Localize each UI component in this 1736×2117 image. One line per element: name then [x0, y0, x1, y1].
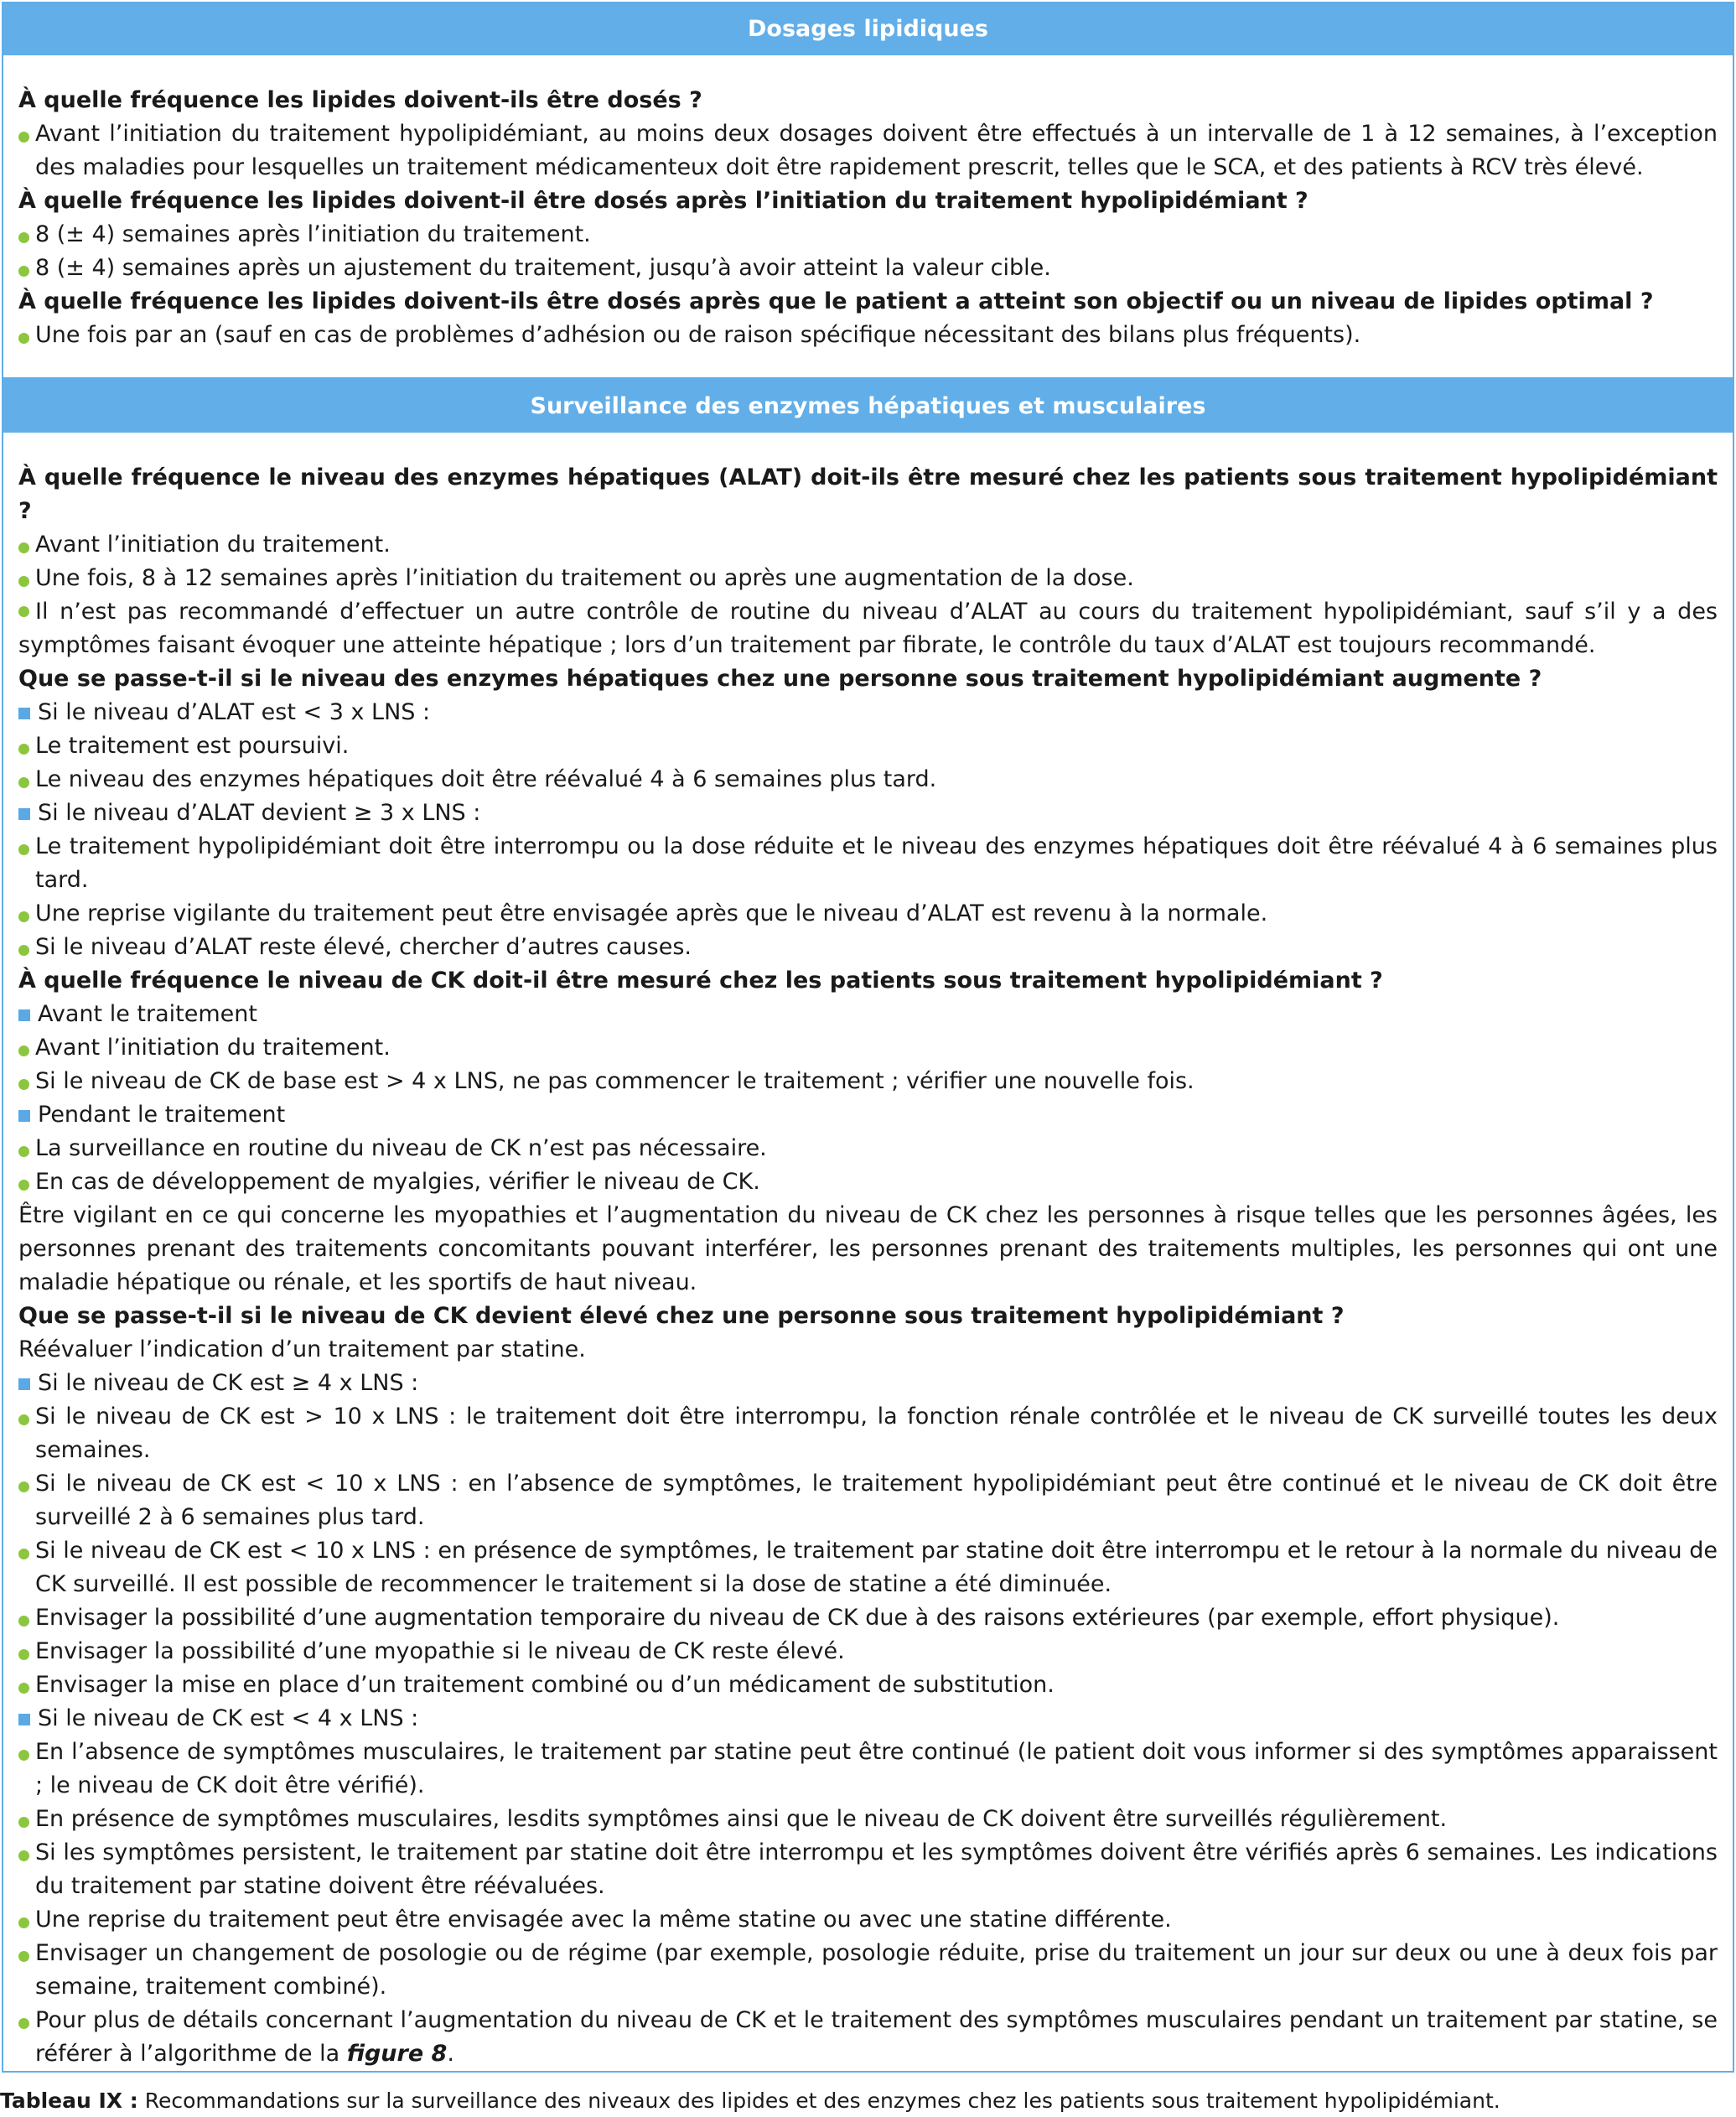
- bullet-item: [18, 1803, 1718, 1836]
- bullet-dot-icon: [18, 1917, 29, 1928]
- bullet-text: Si les symptômes persistent, le traitement par statine doit être interrompu et les symptômes doivent être vérifiés après 6 semaines. Les indications du traitement par statine doivent être réévaluées.: [35, 1839, 1718, 1899]
- square-bullet-icon: [18, 1009, 30, 1021]
- bullet-text: Si le niveau de CK est > 10 x LNS : le traitement doit être interrompu, la fonction rénale contrôlée et le niveau de CK surveillé toutes les deux semaines.: [35, 1404, 1718, 1463]
- bullet-dot-icon: [18, 333, 29, 344]
- bullet-text: Envisager un changement de posologie ou de régime (par exemple, posologie réduite, prise du traitement un jour sur deux ou une à deux fois par semaine, traitement combiné).: [35, 1940, 1718, 2000]
- bullet-item: [18, 1635, 1718, 1668]
- subheading-row: [18, 1367, 1718, 1400]
- bullet-item: [18, 830, 1718, 897]
- question-heading: À quelle fréquence le niveau de CK doit-il être mesuré chez les patients sous traitement hypolipidémiant ?: [18, 968, 1383, 994]
- section-lipid-dosing: [3, 55, 1733, 381]
- bullet-text: 8 (± 4) semaines après l’initiation du traitement.: [35, 221, 591, 247]
- bullet-dot-icon: [18, 1146, 29, 1157]
- bullet-text: Une fois par an (sauf en cas de problèmes d’adhésion ou de raison spécifique nécessitant des bilans plus fréquents).: [35, 322, 1361, 348]
- bullet-dot-icon: [18, 1850, 29, 1861]
- bullet-dot-icon: [18, 132, 29, 143]
- bullet-item: [18, 1836, 1718, 1903]
- bullet-text: Le traitement est poursuivi.: [35, 733, 350, 759]
- paragraph-text: Réévaluer l’indication d’un traitement par statine.: [18, 1336, 586, 1362]
- bullet-item: [18, 1467, 1718, 1534]
- bullet-item: [18, 2004, 1718, 2071]
- bullet-text: Le traitement hypolipidémiant doit être interrompu ou la dose réduite et le niveau des enzymes hépatiques doit être réévalué 4 à 6 semaines plus tard.: [35, 833, 1718, 893]
- bullet-dot-icon: [18, 1481, 29, 1492]
- section-enzyme-monitoring: [3, 433, 1733, 2071]
- bullet-text: Avant l’initiation du traitement hypolipidémiant, au moins deux dosages doivent être effectués à un intervalle de 1 à 12 semaines, à l’exception des maladies pour lesquelles un traitement médicamenteux doit être rapidement prescrit, telles que le SCA, et des patients à RCV très élevé.: [35, 121, 1718, 180]
- bullet-text: Si le niveau d’ALAT devient ≥ 3 x LNS :: [38, 800, 481, 826]
- square-bullet-icon: [18, 1378, 30, 1390]
- bullet-item: [18, 1937, 1718, 2004]
- bullet-item: [18, 528, 1718, 562]
- bullet-dot-icon: [18, 1616, 29, 1627]
- bullet-text: Avant l’initiation du traitement.: [35, 532, 391, 558]
- bullet-text: Une reprise vigilante du traitement peut être envisagée après que le niveau d’ALAT est revenu à la normale.: [35, 900, 1268, 926]
- bullet-text-end: .: [447, 2041, 454, 2067]
- bullet-item: [18, 1534, 1718, 1601]
- question-heading: Que se passe-t-il si le niveau des enzymes hépatiques chez une personne sous traitement hypolipidémiant augmente ?: [18, 666, 1542, 692]
- bullet-item: [18, 897, 1718, 931]
- subheading-row: [18, 1098, 1718, 1132]
- bullet-dot-icon: [18, 945, 29, 956]
- paragraph-text: [18, 595, 1718, 662]
- question-heading: À quelle fréquence les lipides doivent-ils être dosés ?: [18, 87, 702, 113]
- bullet-text: Il n’est pas recommandé d’effectuer un autre contrôle de routine du niveau d’ALAT au cours du traitement hypolipidémiant, sauf s’il y a des symptômes faisant évoquer une atteinte hépatique ; lors d’un traitement par fibrate, le contrôle du taux d’ALAT est toujours recommandé.: [18, 599, 1718, 658]
- subheading-row: [18, 696, 1718, 729]
- subheading-row: [18, 1702, 1718, 1736]
- bullet-item: [18, 1031, 1718, 1065]
- question-heading: Que se passe-t-il si le niveau de CK devient élevé chez une personne sous traitement hypolipidémiant ?: [18, 1303, 1345, 1329]
- table-box: [2, 2, 1734, 2073]
- square-bullet-icon: [18, 1714, 30, 1725]
- bullet-item: [18, 252, 1718, 285]
- subheading-row: [18, 998, 1718, 1031]
- bullet-dot-icon: [18, 1951, 29, 1962]
- question-heading: À quelle fréquence le niveau des enzymes hépatiques (ALAT) doit-ils être mesuré chez les patients sous traitement hypolipidémiant ?: [18, 464, 1718, 524]
- bullet-dot-icon: [18, 1079, 29, 1090]
- bullet-item: [18, 117, 1718, 184]
- bullet-text: En cas de développement de myalgies, vérifier le niveau de CK.: [35, 1169, 760, 1195]
- bullet-text: En présence de symptômes musculaires, lesdits symptômes ainsi que le niveau de CK doivent être surveillés régulièrement.: [35, 1806, 1448, 1832]
- bullet-text: Envisager la possibilité d’une myopathie si le niveau de CK reste élevé.: [35, 1638, 845, 1664]
- bullet-dot-icon: [18, 2018, 29, 2029]
- bullet-item: [18, 1601, 1718, 1635]
- bullet-dot-icon: [18, 1817, 29, 1828]
- bullet-item: [18, 1065, 1718, 1098]
- bullet-text: Une reprise du traitement peut être envisagée avec la même statine ou avec une statine différente.: [35, 1907, 1172, 1933]
- section-header-lipid-dosing: Dosages lipidiques: [3, 3, 1733, 55]
- bullet-dot-icon: [18, 1649, 29, 1660]
- bullet-item: [18, 729, 1718, 763]
- bullet-text: 8 (± 4) semaines après un ajustement du traitement, jusqu’à avoir atteint la valeur cible.: [35, 255, 1051, 281]
- bullet-dot-icon: [18, 232, 29, 243]
- bullet-dot-icon: [18, 1414, 29, 1425]
- question-heading: À quelle fréquence les lipides doivent-ils être dosés après que le patient a atteint son objectif ou un niveau de lipides optimal ?: [18, 288, 1654, 314]
- bullet-text: Avant le traitement: [38, 1001, 257, 1027]
- bullet-item: [18, 1400, 1718, 1467]
- bullet-item: [18, 1668, 1718, 1702]
- bullet-dot-icon: [18, 606, 29, 617]
- bullet-item: [18, 1736, 1718, 1803]
- bullet-text: Si le niveau d’ALAT est < 3 x LNS :: [38, 699, 431, 725]
- bullet-text: Si le niveau de CK de base est > 4 x LNS, ne pas commencer le traitement ; vérifier une nouvelle fois.: [35, 1068, 1194, 1094]
- bullet-text: Avant l’initiation du traitement.: [35, 1035, 391, 1061]
- bullet-dot-icon: [18, 266, 29, 277]
- bullet-dot-icon: [18, 1180, 29, 1191]
- square-bullet-icon: [18, 708, 30, 719]
- bullet-dot-icon: [18, 1750, 29, 1761]
- caption-label: Tableau IX :: [0, 2088, 138, 2113]
- bullet-text: La surveillance en routine du niveau de CK n’est pas nécessaire.: [35, 1135, 767, 1161]
- square-bullet-icon: [18, 1110, 30, 1122]
- bullet-text: En l’absence de symptômes musculaires, le traitement par statine peut être continué (le patient doit vous informer si des symptômes apparaissent ; le niveau de CK doit être vérifié).: [35, 1739, 1718, 1798]
- bullet-text: Si le niveau de CK est < 10 x LNS : en l’absence de symptômes, le traitement hypolipidémiant peut être continué et le niveau de CK doit être surveillé 2 à 6 semaines plus tard.: [35, 1471, 1718, 1530]
- bullet-text: [35, 2004, 1718, 2071]
- bullet-item: [18, 1903, 1718, 1937]
- question-heading: À quelle fréquence les lipides doivent-il être dosés après l’initiation du traitement hypolipidémiant ?: [18, 188, 1308, 214]
- bullet-item: [18, 1165, 1718, 1199]
- subheading-row: [18, 796, 1718, 830]
- bullet-dot-icon: [18, 1046, 29, 1056]
- bullet-dot-icon: [18, 911, 29, 922]
- paragraph-text: Être vigilant en ce qui concerne les myopathies et l’augmentation du niveau de CK chez les personnes à risque telles que les personnes âgées, les personnes prenant des traitements concomitants pouvant interférer, les personnes prenant des traitements multiples, les personnes qui ont une maladie hépatique ou rénale, et les sportifs de haut niveau.: [18, 1202, 1718, 1295]
- bullet-item: [18, 1132, 1718, 1165]
- bullet-dot-icon: [18, 744, 29, 755]
- table-caption: [0, 2086, 1736, 2116]
- bullet-text: Envisager la possibilité d’une augmentation temporaire du niveau de CK due à des raisons extérieures (par exemple, effort physique).: [35, 1605, 1560, 1631]
- figure-reference: figure 8: [346, 2041, 448, 2067]
- bullet-text-part: Pour plus de détails concernant l’augmentation du niveau de CK et le traitement des symptômes musculaires pendant un traitement par statine, se référer à l’algorithme de la: [35, 2007, 1718, 2067]
- bullet-dot-icon: [18, 576, 29, 587]
- bullet-dot-icon: [18, 1549, 29, 1559]
- bullet-dot-icon: [18, 777, 29, 788]
- section-header-enzyme-monitoring: Surveillance des enzymes hépatiques et musculaires: [3, 381, 1733, 433]
- bullet-text: Si le niveau d’ALAT reste élevé, chercher d’autres causes.: [35, 934, 692, 960]
- caption-text: Recommandations sur la surveillance des niveaux des lipides et des enzymes chez les patients sous traitement hypolipidémiant.: [137, 2088, 1500, 2113]
- bullet-text: Si le niveau de CK est < 10 x LNS : en présence de symptômes, le traitement par statine doit être interrompu et le retour à la normale du niveau de CK surveillé. Il est possible de recommencer le traitement si la dose de statine a été diminuée.: [35, 1538, 1718, 1597]
- bullet-item: [18, 562, 1718, 595]
- bullet-text: Envisager la mise en place d’un traitement combiné ou d’un médicament de substitution.: [35, 1672, 1055, 1698]
- bullet-item: [18, 763, 1718, 796]
- bullet-dot-icon: [18, 844, 29, 855]
- bullet-item: [18, 218, 1718, 252]
- bullet-text: Une fois, 8 à 12 semaines après l’initiation du traitement ou après une augmentation de la dose.: [35, 565, 1134, 591]
- bullet-item: [18, 931, 1718, 964]
- bullet-dot-icon: [18, 1683, 29, 1694]
- bullet-text: Si le niveau de CK est ≥ 4 x LNS :: [38, 1370, 419, 1396]
- bullet-text: Pendant le traitement: [38, 1102, 286, 1128]
- bullet-text: Le niveau des enzymes hépatiques doit être réévalué 4 à 6 semaines plus tard.: [35, 766, 937, 792]
- bullet-dot-icon: [18, 542, 29, 553]
- bullet-item: [18, 319, 1718, 352]
- bullet-text: Si le niveau de CK est < 4 x LNS :: [38, 1705, 419, 1731]
- square-bullet-icon: [18, 808, 30, 820]
